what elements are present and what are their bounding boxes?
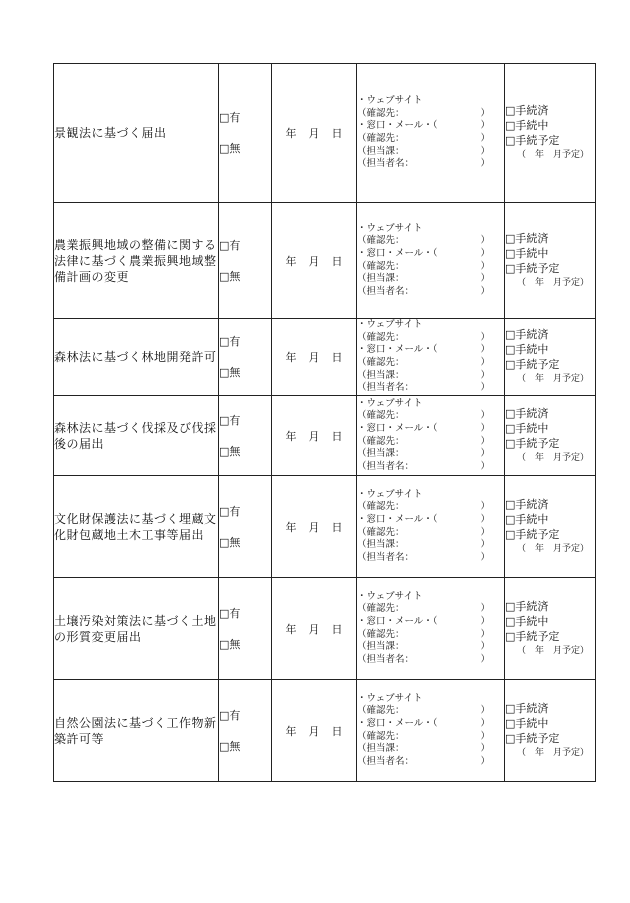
close-paren: ） [480, 615, 490, 627]
contact-line: （担当者名： ） [357, 382, 490, 394]
contact-line: （確認先： ） [357, 331, 490, 343]
close-paren: ） [480, 158, 490, 170]
status-checkbox[interactable]: □手続済 [505, 497, 549, 511]
day-label: 日 [331, 520, 343, 534]
no-checkbox[interactable]: □無 [219, 535, 241, 549]
contact-line: （担当課： ） [357, 369, 490, 381]
contact-line: ・ウェブサイト [357, 488, 423, 500]
contact-line: （担当者名： ） [357, 551, 490, 563]
contact-line: （確認先： ） [357, 526, 490, 538]
contact-line: （担当課： ） [357, 743, 490, 755]
month-label: 月 [308, 724, 320, 738]
close-paren: ） [480, 145, 490, 157]
status-checkbox[interactable]: □手続済 [505, 406, 549, 420]
procedure-name: 農業振興地域の整備に関する法律に基づく農業振興地域整備計画の変更 [54, 203, 219, 319]
contact-line: （確認先： ） [357, 435, 490, 447]
close-paren: ） [480, 260, 490, 272]
procedure-row [54, 680, 596, 782]
schedule-note: （ 年 月予定） [517, 543, 590, 554]
contact-line: ・窓口・メール・（ ） [357, 120, 490, 132]
applicability-cell [219, 64, 272, 203]
contact-line: （担当者名： ） [357, 285, 490, 297]
yes-checkbox[interactable]: □有 [219, 335, 241, 348]
status-cell [505, 680, 596, 782]
close-paren: ） [480, 705, 490, 717]
close-paren: ） [480, 120, 490, 132]
close-paren: ） [480, 460, 490, 472]
procedure-row [54, 203, 596, 319]
applicability-cell [219, 396, 272, 476]
status-checkbox[interactable]: □手続予定 [505, 436, 560, 450]
status-checkbox[interactable]: □手続中 [505, 246, 549, 260]
contact-line: （担当者名： ） [357, 755, 490, 767]
close-paren: ） [480, 755, 490, 767]
contact-cell[interactable] [357, 319, 505, 396]
close-paren: ） [480, 331, 490, 343]
no-checkbox[interactable]: □無 [219, 637, 241, 651]
contact-cell[interactable] [357, 64, 505, 203]
status-checkbox[interactable]: □手続済 [505, 599, 549, 613]
contact-line: ・ウェブサイト [357, 397, 423, 409]
procedure-name: 土壌汚染対策法に基づく土地の形質変更届出 [54, 578, 219, 680]
contact-line: （確認先： ） [357, 730, 490, 742]
contact-line: （担当課： ） [357, 539, 490, 551]
status-checkbox[interactable]: □手続予定 [505, 731, 560, 745]
no-checkbox[interactable]: □無 [219, 366, 241, 379]
close-paren: ） [480, 285, 490, 297]
close-paren: ） [480, 743, 490, 755]
status-checkbox[interactable]: □手続予定 [505, 527, 560, 541]
contact-line: ・窓口・メール・（ ） [357, 513, 490, 525]
procedure-row [54, 578, 596, 680]
status-cell [505, 578, 596, 680]
month-label: 月 [308, 254, 320, 268]
close-paren: ） [480, 448, 490, 460]
contact-line: （確認先： ） [357, 235, 490, 247]
contact-line: （担当課： ） [357, 145, 490, 157]
date-cell[interactable] [272, 64, 357, 203]
contact-line: ・ウェブサイト [357, 692, 423, 704]
status-cell [505, 319, 596, 396]
close-paren: ） [480, 730, 490, 742]
month-label: 月 [308, 429, 320, 443]
status-checkbox[interactable]: □手続中 [505, 512, 549, 526]
yes-checkbox[interactable]: □有 [219, 708, 241, 722]
day-label: 日 [331, 127, 343, 140]
contact-line: （確認先： ） [357, 705, 490, 717]
no-checkbox[interactable]: □無 [219, 444, 241, 458]
contact-line: （確認先： ） [357, 260, 490, 272]
status-cell [505, 64, 596, 203]
status-checkbox[interactable]: □手続済 [505, 104, 549, 117]
no-checkbox[interactable]: □無 [219, 739, 241, 753]
close-paren: ） [480, 539, 490, 551]
month-label: 月 [308, 127, 320, 140]
status-checkbox[interactable]: □手続済 [505, 231, 549, 245]
close-paren: ） [480, 344, 490, 356]
year-label: 年 [285, 429, 297, 443]
contact-cell[interactable] [357, 203, 505, 319]
date-cell[interactable] [272, 203, 357, 319]
year-label: 年 [285, 724, 297, 738]
contact-line: ・ウェブサイト [357, 319, 423, 331]
schedule-note: （ 年 月予定） [517, 452, 590, 463]
applicability-cell [219, 578, 272, 680]
contact-line: ・ウェブサイト [357, 95, 423, 107]
year-label: 年 [285, 520, 297, 534]
close-paren: ） [480, 369, 490, 381]
date-cell[interactable] [272, 578, 357, 680]
procedure-row [54, 476, 596, 578]
close-paren: ） [480, 235, 490, 247]
yes-checkbox[interactable]: □有 [219, 238, 241, 252]
status-checkbox[interactable]: □手続中 [505, 119, 549, 132]
day-label: 日 [331, 429, 343, 443]
status-checkbox[interactable]: □手続予定 [505, 358, 560, 371]
close-paren: ） [480, 628, 490, 640]
schedule-note: （ 年 月予定） [517, 150, 590, 160]
status-checkbox[interactable]: □手続予定 [505, 261, 560, 275]
yes-checkbox[interactable]: □有 [219, 504, 241, 518]
date-cell[interactable] [272, 319, 357, 396]
day-label: 日 [331, 724, 343, 738]
close-paren: ） [480, 603, 490, 615]
contact-line: （確認先： ） [357, 628, 490, 640]
contact-line: （確認先： ） [357, 501, 490, 513]
contact-line: ・窓口・メール・（ ） [357, 422, 490, 434]
procedure-row [54, 64, 596, 203]
status-checkbox[interactable]: □手続中 [505, 421, 549, 435]
contact-line: ・ウェブサイト [357, 590, 423, 602]
status-cell [505, 203, 596, 319]
year-label: 年 [285, 622, 297, 636]
contact-line: （確認先： ） [357, 357, 490, 368]
yes-checkbox[interactable]: □有 [219, 413, 241, 427]
contact-line: （担当者名： ） [357, 460, 490, 472]
close-paren: ） [480, 357, 490, 368]
close-paren: ） [480, 641, 490, 653]
procedure-name: 森林法に基づく林地開発許可 [54, 319, 219, 396]
yes-checkbox[interactable]: □有 [219, 606, 241, 620]
year-label: 年 [285, 254, 297, 268]
contact-line: （担当者名： ） [357, 653, 490, 665]
procedure-row [54, 396, 596, 476]
contact-line: （担当者名： ） [357, 158, 490, 170]
contact-cell[interactable] [357, 680, 505, 782]
month-label: 月 [308, 520, 320, 534]
close-paren: ） [480, 551, 490, 563]
procedure-name: 景観法に基づく届出 [54, 64, 219, 203]
close-paren: ） [480, 717, 490, 729]
status-checkbox[interactable]: □手続予定 [505, 134, 560, 147]
close-paren: ） [480, 382, 490, 394]
contact-line: ・ウェブサイト [357, 222, 423, 234]
close-paren: ） [480, 133, 490, 144]
contact-cell[interactable] [357, 578, 505, 680]
procedures-table [53, 63, 596, 782]
status-checkbox[interactable]: □手続中 [505, 716, 549, 730]
contact-cell[interactable] [357, 396, 505, 476]
status-checkbox[interactable]: □手続中 [505, 343, 549, 356]
applicability-cell [219, 319, 272, 396]
contact-line: ・窓口・メール・（ ） [357, 615, 490, 627]
schedule-note: （ 年 月予定） [517, 645, 590, 656]
contact-line: ・窓口・メール・（ ） [357, 247, 490, 259]
status-checkbox[interactable]: □手続予定 [505, 629, 560, 643]
schedule-note: （ 年 月予定） [517, 747, 590, 758]
contact-line: （担当課： ） [357, 273, 490, 285]
no-checkbox[interactable]: □無 [219, 142, 241, 155]
yes-checkbox[interactable]: □有 [219, 111, 241, 124]
close-paren: ） [480, 422, 490, 434]
contact-cell[interactable] [357, 476, 505, 578]
date-cell[interactable] [272, 396, 357, 476]
date-cell[interactable] [272, 680, 357, 782]
contact-line: （担当課： ） [357, 448, 490, 460]
contact-line: （確認先： ） [357, 107, 490, 119]
contact-line: （確認先： ） [357, 603, 490, 615]
no-checkbox[interactable]: □無 [219, 269, 241, 283]
status-checkbox[interactable]: □手続済 [505, 701, 549, 715]
close-paren: ） [480, 273, 490, 285]
close-paren: ） [480, 526, 490, 538]
close-paren: ） [480, 501, 490, 513]
close-paren: ） [480, 653, 490, 665]
status-checkbox[interactable]: □手続済 [505, 328, 549, 341]
contact-line: （担当課： ） [357, 641, 490, 653]
applicability-cell [219, 476, 272, 578]
month-label: 月 [308, 622, 320, 636]
close-paren: ） [480, 435, 490, 447]
applicability-cell [219, 680, 272, 782]
schedule-note: （ 年 月予定） [517, 277, 590, 288]
date-cell[interactable] [272, 476, 357, 578]
year-label: 年 [285, 127, 297, 140]
year-label: 年 [285, 351, 297, 364]
status-checkbox[interactable]: □手続中 [505, 614, 549, 628]
close-paren: ） [480, 513, 490, 525]
contact-line: ・窓口・メール・（ ） [357, 344, 490, 356]
close-paren: ） [480, 247, 490, 259]
close-paren: ） [480, 410, 490, 422]
procedure-row [54, 319, 596, 396]
close-paren: ） [480, 107, 490, 119]
status-cell [505, 476, 596, 578]
contact-line: （確認先： ） [357, 133, 490, 144]
month-label: 月 [308, 351, 320, 364]
schedule-note: （ 年 月予定） [517, 374, 590, 384]
procedure-name: 自然公園法に基づく工作物新築許可等 [54, 680, 219, 782]
day-label: 日 [331, 622, 343, 636]
procedure-name: 森林法に基づく伐採及び伐採後の届出 [54, 396, 219, 476]
procedure-name: 文化財保護法に基づく埋蔵文化財包蔵地土木工事等届出 [54, 476, 219, 578]
day-label: 日 [331, 254, 343, 268]
contact-line: （確認先： ） [357, 410, 490, 422]
day-label: 日 [331, 351, 343, 364]
contact-line: ・窓口・メール・（ ） [357, 717, 490, 729]
applicability-cell [219, 203, 272, 319]
status-cell [505, 396, 596, 476]
